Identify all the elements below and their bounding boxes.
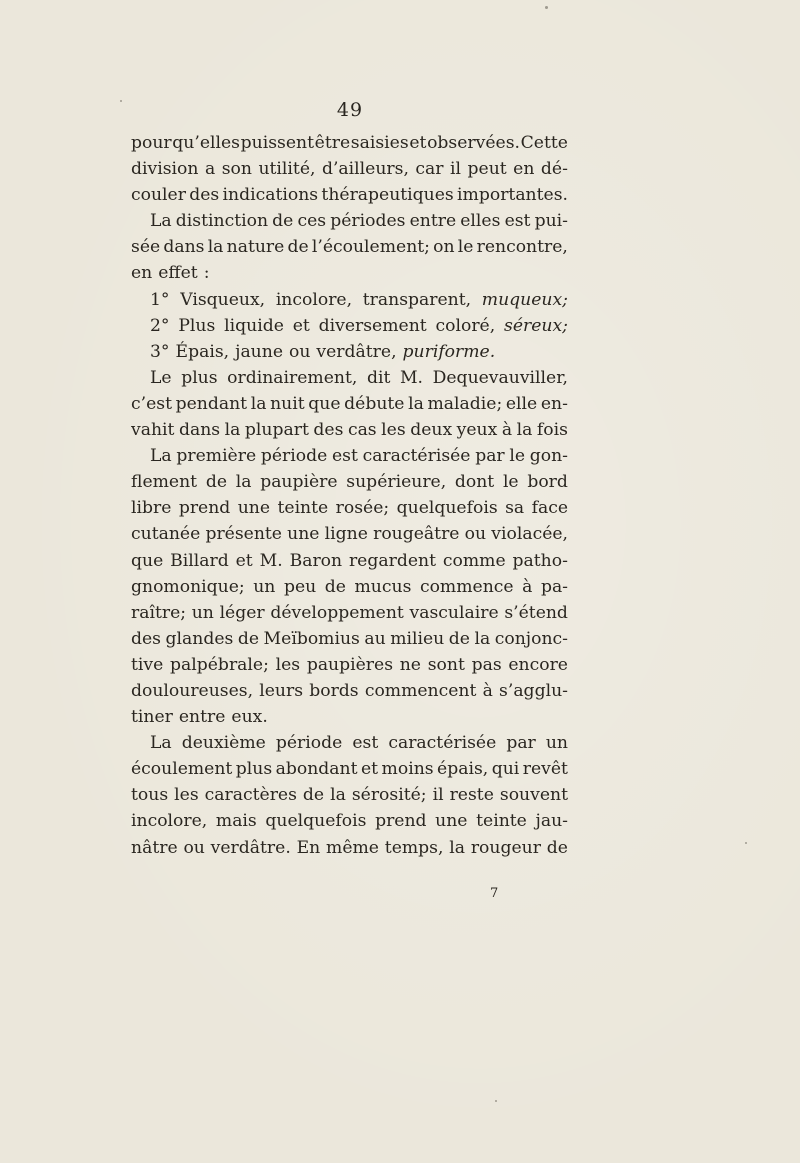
text-line: libre prend une teinte rosée; quelquefois sa face	[131, 498, 568, 519]
text-line: division a son utilité, d’ailleurs, car il peut en dé-	[131, 159, 568, 180]
page-number: 49	[336, 99, 364, 121]
text-line: couler des indications thérapeutiques importantes.	[131, 185, 568, 206]
text-line: que Billard et M. Baron regardent comme patho-	[131, 550, 568, 571]
paper-speck	[495, 1100, 497, 1102]
text-line: Le plus ordinairement, dit M. Dequevauviller,	[150, 367, 568, 388]
text-line: cutanée présente une ligne rougeâtre ou violacée,	[131, 524, 568, 545]
text-line: sée dans la nature de l’écoulement; on le rencontre,	[131, 237, 568, 258]
text-line: douloureuses, leurs bords commencent à s’agglu-	[131, 680, 568, 701]
text-line: nâtre ou verdâtre. En même temps, la rougeur de	[131, 837, 568, 858]
text-line: en effet :	[131, 263, 210, 284]
text-line: tous les caractères de la sérosité; il reste souvent	[131, 785, 568, 806]
text-line: 3° Épais, jaune ou verdâtre, puriforme.	[150, 341, 496, 362]
signature-mark: 7	[490, 886, 499, 901]
text-line: La distinction de ces périodes entre elles est pui-	[150, 211, 568, 232]
text-line: pour qu’elles puissent être saisies et observées. Cette	[131, 133, 568, 153]
text-line: 2° Plus liquide et diversement coloré, séreux;	[150, 315, 568, 336]
text-line: flement de la paupière supérieure, dont le bord	[131, 472, 568, 493]
paper-speck	[545, 6, 548, 9]
body-text	[131, 130, 568, 861]
text-line: des glandes de Meïbomius au milieu de la conjonc-	[131, 628, 568, 649]
paper-speck	[120, 100, 122, 102]
text-line: La deuxième période est caractérisée par un	[150, 733, 568, 754]
text-line: 1° Visqueux, incolore, transparent, muqueux;	[150, 289, 568, 310]
text-line: gnomonique; un peu de mucus commence à pa-	[131, 576, 568, 597]
text-line: incolore, mais quelquefois prend une teinte jau-	[131, 811, 568, 832]
text-line: raître; un léger développement vasculaire s’étend	[131, 602, 568, 623]
text-line: tive palpébrale; les paupières ne sont pas encore	[131, 654, 568, 675]
text-line: c’est pendant la nuit que débute la maladie; elle en-	[131, 393, 568, 414]
text-line: vahit dans la plupart des cas les deux yeux à la fois	[131, 420, 568, 441]
text-line: écoulement plus abondant et moins épais, qui revêt	[131, 759, 568, 780]
text-line: tiner entre eux.	[131, 707, 268, 728]
paper-speck	[745, 842, 747, 844]
text-line: La première période est caractérisée par le gon-	[150, 446, 568, 467]
